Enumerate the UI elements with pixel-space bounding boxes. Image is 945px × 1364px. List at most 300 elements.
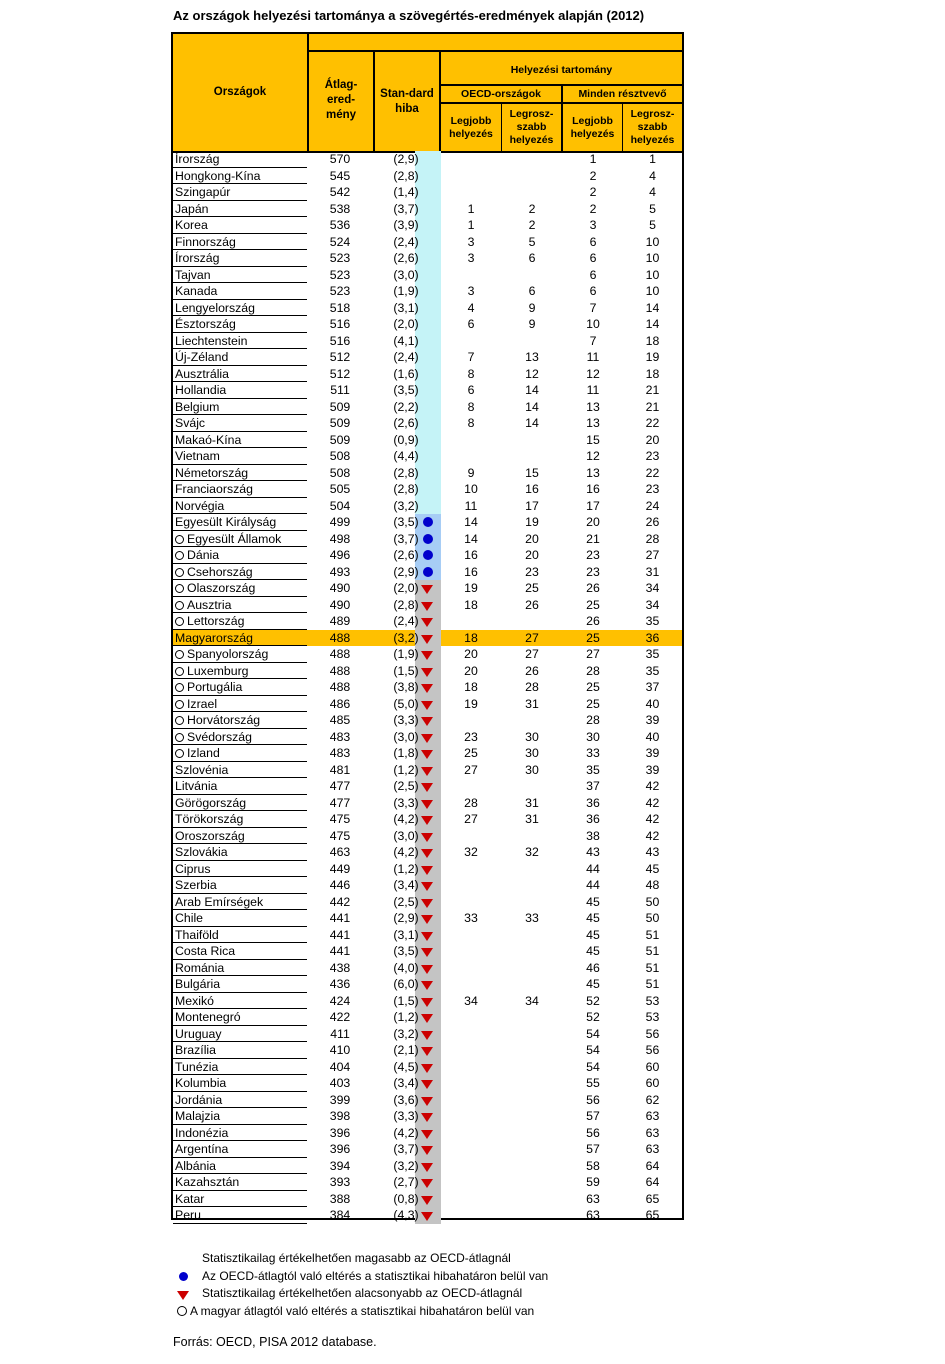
standard-error: (3,3) [393,713,419,727]
mean-score: 499 [329,515,351,529]
standard-error: (4,2) [393,812,419,826]
all-best-rank: 6 [589,234,597,249]
oecd-best-rank [441,168,501,185]
mean-score: 516 [329,333,351,348]
oecd-best-rank: 23 [464,729,478,744]
table-row [173,877,682,894]
country-name: Románia [175,960,225,975]
oecd-best-rank [441,1092,501,1109]
oecd-worst-rank: 6 [528,284,536,298]
all-worst-rank: 39 [645,713,660,727]
all-worst-rank: 48 [645,878,660,892]
all-best-rank: 12 [586,449,600,463]
all-worst-rank: 64 [645,1175,660,1189]
all-best-rank: 35 [586,762,600,777]
all-best-rank: 52 [586,1010,600,1024]
standard-error: (1,2) [393,861,419,876]
standard-error: (3,2) [393,498,419,513]
all-best-rank: 45 [586,927,600,942]
mean-score: 483 [329,729,351,744]
oecd-worst-rank [501,1207,563,1224]
standard-error: (3,4) [393,1076,419,1090]
oecd-best-rank: 33 [464,911,478,925]
country-name: Írország [175,251,220,265]
all-worst-rank: 34 [645,597,660,612]
standard-error: (3,7) [393,1142,419,1156]
table-row [173,646,682,663]
all-worst-rank: 4 [649,185,656,199]
country-name: Indonézia [175,1125,229,1140]
oecd-worst-rank [501,168,563,185]
oecd-worst-rank [501,613,563,630]
all-worst-rank: 19 [645,350,660,364]
standard-error: (1,9) [393,647,419,661]
standard-error: (3,8) [393,680,419,694]
mean-score: 570 [329,152,351,166]
country-name: Belgium [175,399,220,414]
oecd-worst-rank [501,333,563,350]
mean-score: 396 [329,1142,351,1156]
country-name: Ausztria [175,597,305,614]
all-worst-rank: 28 [645,531,660,546]
blue-dot-icon [179,1272,188,1281]
standard-error: (2,1) [393,1043,419,1057]
mean-score: 498 [329,531,351,546]
all-worst-rank: 24 [645,498,660,513]
oecd-best-rank: 19 [464,696,478,711]
oecd-worst-rank: 16 [525,482,539,496]
oecd-worst-rank [501,1092,563,1109]
all-best-rank: 44 [586,878,600,892]
header-oecd-worst: Legrosz-szabb helyezés [509,108,554,146]
country-name: Ciprus [175,861,211,876]
mean-score: 485 [329,713,351,727]
mean-score: 504 [329,498,351,513]
oecd-worst-rank: 26 [525,663,539,678]
oecd-best-rank [441,1174,501,1191]
country-name: Horvátország [175,712,305,729]
oecd-best-rank: 8 [467,399,475,414]
mean-score: 523 [329,251,351,265]
table-row [173,1207,682,1224]
header-all-best: Legjobb helyezés [570,114,615,140]
country-name: Ausztrália [175,366,229,381]
standard-error: (6,0) [393,977,419,991]
oecd-best-rank: 19 [464,581,478,595]
table-row [173,943,682,960]
all-worst-rank: 53 [645,993,660,1008]
country-name: Brazília [175,1043,217,1057]
standard-error: (3,0) [393,267,419,282]
mean-score: 475 [329,812,351,826]
country-name: Franciaország [175,482,253,496]
all-worst-rank: 65 [645,1208,660,1222]
table-row [173,795,682,812]
mean-score: 542 [329,185,351,199]
table-row [173,382,682,399]
country-name: Svédország [175,729,305,746]
standard-error: (2,4) [393,350,419,364]
country-name: Szerbia [175,878,217,892]
table-row [173,894,682,911]
oecd-worst-rank [501,1009,563,1026]
country-name: Thaiföld [175,927,219,942]
mean-score: 441 [329,911,351,925]
mean-score: 441 [329,927,351,942]
all-best-rank: 20 [586,515,600,529]
oecd-worst-rank [501,1158,563,1175]
country-name: Oroszország [175,828,245,843]
oecd-worst-rank [501,960,563,977]
oecd-best-rank [441,267,501,284]
mean-score: 509 [329,432,351,447]
country-name: Arab Emírségek [175,894,264,909]
mean-score: 394 [329,1158,351,1173]
table-row [173,333,682,350]
all-worst-rank: 18 [645,366,660,381]
oecd-best-rank: 11 [464,498,478,513]
standard-error: (4,3) [393,1208,419,1222]
country-name: Szlovénia [175,762,229,777]
country-name: Új-Zéland [175,350,229,364]
table-row [173,1174,682,1191]
oecd-worst-rank [501,894,563,911]
oecd-best-rank: 7 [467,350,475,364]
all-worst-rank: 1 [649,152,656,166]
all-worst-rank: 60 [645,1059,660,1074]
oecd-worst-rank: 14 [525,416,539,430]
table-row [173,250,682,267]
oecd-worst-rank: 2 [528,201,536,216]
oecd-best-rank: 8 [467,366,475,381]
table-row [173,300,682,317]
standard-error: (2,8) [393,465,419,480]
oecd-best-rank: 6 [467,383,475,397]
oecd-worst-rank: 9 [528,317,536,331]
oecd-best-rank [441,1158,501,1175]
table-row [173,531,682,548]
oecd-best-rank [441,960,501,977]
all-best-rank: 2 [589,185,597,199]
mean-score: 475 [329,828,351,843]
oecd-worst-rank [501,976,563,993]
country-name: Kolumbia [175,1076,227,1090]
all-best-rank: 13 [586,399,600,414]
oecd-best-rank [441,1108,501,1125]
all-worst-rank: 39 [645,762,660,777]
mean-score: 493 [329,564,351,579]
table-row [173,432,682,449]
oecd-best-rank [441,1026,501,1043]
table-row [173,597,682,614]
all-worst-rank: 35 [645,614,660,628]
standard-error: (1,6) [393,366,419,381]
oecd-worst-rank: 31 [525,812,539,826]
oecd-best-rank [441,184,501,201]
oecd-worst-rank: 14 [525,383,539,397]
header-all: Minden résztvevő [578,87,667,100]
all-best-rank: 58 [586,1158,600,1173]
standard-error: (2,4) [393,234,419,249]
table-row [173,201,682,218]
mean-score: 438 [329,960,351,975]
all-worst-rank: 20 [645,432,660,447]
all-best-rank: 10 [586,317,600,331]
all-worst-rank: 23 [645,449,660,463]
all-best-rank: 1 [589,152,597,166]
standard-error: (3,1) [393,927,419,942]
all-best-rank: 56 [586,1125,600,1140]
page-title: Az országok helyezési tartománya a szövegértés-eredmények alapján (2012) [173,8,645,23]
mean-score: 509 [329,416,351,430]
oecd-worst-rank [501,927,563,944]
standard-error: (3,3) [393,1109,419,1123]
standard-error: (3,1) [393,300,419,315]
standard-error: (4,4) [393,449,419,463]
oecd-worst-rank: 17 [525,498,539,513]
all-worst-rank: 10 [645,234,660,249]
oecd-worst-rank: 30 [525,729,539,744]
all-worst-rank: 18 [645,333,660,348]
country-name: Észtország [175,317,236,331]
header-oecd-best: Legjobb helyezés [449,114,493,140]
all-worst-rank: 10 [645,267,660,282]
standard-error: (3,2) [393,1026,419,1041]
all-worst-rank: 60 [645,1076,660,1090]
country-name: Szlovákia [175,845,228,859]
country-name: Kazahsztán [175,1175,240,1189]
oecd-worst-rank: 31 [525,795,539,810]
oecd-worst-rank [501,184,563,201]
mean-score: 512 [329,366,351,381]
all-best-rank: 11 [586,383,600,397]
country-name: Tunézia [175,1059,219,1074]
mean-score: 536 [329,218,351,232]
country-name: Egyesült Államok [175,531,305,548]
mean-score: 410 [329,1043,351,1057]
mean-score: 404 [329,1059,351,1074]
oecd-worst-rank [501,943,563,960]
oecd-worst-rank [501,432,563,449]
oecd-worst-rank: 34 [525,993,539,1008]
country-name: Vietnam [175,449,220,463]
all-best-rank: 44 [586,861,600,876]
standard-error: (4,5) [393,1059,419,1074]
country-name: Görögország [175,795,247,810]
all-best-rank: 37 [586,779,600,793]
mean-score: 477 [329,795,351,810]
all-worst-rank: 35 [645,647,660,661]
all-best-rank: 25 [586,696,600,711]
table-row [173,910,682,927]
standard-error: (5,0) [393,696,419,711]
table-row [173,1125,682,1142]
oecd-worst-rank [501,267,563,284]
table-row [173,613,682,630]
oecd-best-rank: 18 [464,680,478,694]
all-best-rank: 2 [589,201,597,216]
ranking-table [171,32,684,1220]
oecd-worst-rank [501,1191,563,1208]
oecd-worst-rank: 26 [525,597,539,612]
table-row [173,498,682,515]
table-row [173,547,682,564]
mean-score: 496 [329,548,351,562]
source-note: Forrás: OECD, PISA 2012 database. [173,1335,377,1349]
standard-error: (3,4) [393,878,419,892]
all-best-rank: 45 [586,894,600,909]
all-worst-rank: 37 [645,680,660,694]
circle-icon [175,667,184,676]
oecd-worst-rank [501,778,563,795]
all-worst-rank: 14 [645,300,660,315]
all-worst-rank: 64 [645,1158,660,1173]
all-best-rank: 2 [589,168,597,183]
circle-icon [177,1306,187,1316]
oecd-worst-rank: 20 [525,531,539,546]
all-worst-rank: 50 [645,911,660,925]
table-row [173,366,682,383]
oecd-worst-rank: 6 [528,251,536,265]
mean-score: 488 [329,663,351,678]
country-name: Malajzia [175,1109,221,1123]
table-row [173,1075,682,1092]
oecd-best-rank: 6 [467,317,475,331]
all-worst-rank: 42 [645,828,660,843]
country-name: Tajvan [175,267,211,282]
standard-error: (1,5) [393,993,419,1008]
all-best-rank: 45 [586,977,600,991]
country-name: Peru [175,1208,201,1222]
country-name: Spanyolország [175,646,305,663]
mean-score: 486 [329,696,351,711]
country-name: Lettország [175,613,305,630]
table-row [173,415,682,432]
all-worst-rank: 5 [649,218,656,232]
table-row [173,630,682,647]
all-best-rank: 63 [586,1208,600,1222]
standard-error: (2,7) [393,1175,419,1189]
oecd-best-rank [441,828,501,845]
circle-icon [175,551,184,560]
all-worst-rank: 39 [645,746,660,760]
table-row [173,1141,682,1158]
standard-error: (3,5) [393,515,419,529]
header-countries: Országok [213,85,267,98]
country-name: Albánia [175,1158,217,1173]
circle-icon [175,733,184,742]
table-row [173,993,682,1010]
country-name: Liechtenstein [175,333,248,348]
circle-icon [175,584,184,593]
oecd-worst-rank: 31 [525,696,539,711]
oecd-best-rank [441,1042,501,1059]
oecd-worst-rank [501,1108,563,1125]
all-best-rank: 27 [586,647,600,661]
mean-score: 512 [329,350,351,364]
circle-icon [175,683,184,692]
country-name: Portugália [175,679,305,696]
table-row [173,1158,682,1175]
all-best-rank: 13 [586,465,600,480]
standard-error: (1,5) [393,663,419,678]
oecd-worst-rank [501,877,563,894]
oecd-worst-rank: 27 [525,630,539,645]
circle-icon [175,617,184,626]
table-row [173,1191,682,1208]
country-name: Chile [175,911,204,925]
all-worst-rank: 63 [645,1142,660,1156]
circle-icon [175,650,184,659]
oecd-worst-rank: 9 [528,300,536,315]
oecd-worst-rank: 30 [525,762,539,777]
all-best-rank: 21 [586,531,600,546]
standard-error: (3,7) [393,531,419,546]
mean-score: 509 [329,399,351,414]
standard-error: (0,8) [393,1191,419,1206]
all-worst-rank: 4 [649,168,656,183]
country-name: Lengyelország [175,300,255,315]
all-best-rank: 54 [586,1059,600,1074]
mean-score: 477 [329,779,351,793]
mean-score: 518 [329,300,351,315]
country-name: Norvégia [175,498,225,513]
all-best-rank: 57 [586,1142,600,1156]
oecd-best-rank [441,976,501,993]
all-worst-rank: 63 [645,1125,660,1140]
country-name: Magyarország [175,630,253,645]
oecd-best-rank: 27 [464,812,478,826]
country-name: Japán [175,201,209,216]
standard-error: (1,2) [393,762,419,777]
standard-error: (4,1) [393,333,419,348]
country-name: Írország [175,152,220,166]
oecd-worst-rank: 32 [525,845,539,859]
oecd-worst-rank [501,1141,563,1158]
mean-score: 524 [329,234,351,249]
oecd-worst-rank: 20 [525,548,539,562]
mean-score: 483 [329,746,351,760]
all-worst-rank: 51 [645,944,660,958]
oecd-best-rank: 34 [464,993,478,1008]
table-row [173,267,682,284]
oecd-worst-rank [501,1059,563,1076]
mean-score: 463 [329,845,351,859]
country-name: Törökország [175,812,244,826]
all-best-rank: 36 [586,812,600,826]
oecd-best-rank: 8 [467,416,475,430]
all-worst-rank: 40 [645,729,660,744]
mean-score: 488 [329,630,351,645]
all-worst-rank: 27 [645,548,660,562]
oecd-best-rank [441,613,501,630]
all-best-rank: 46 [586,960,600,975]
standard-error: (2,4) [393,614,419,628]
all-best-rank: 26 [586,614,600,628]
oecd-worst-rank [501,448,563,465]
all-worst-rank: 40 [645,696,660,711]
all-best-rank: 25 [586,680,600,694]
country-name: Luxemburg [175,663,305,680]
oecd-best-rank: 3 [467,284,475,298]
all-best-rank: 25 [586,597,600,612]
table-row [173,729,682,746]
mean-score: 508 [329,449,351,463]
table-row [173,564,682,581]
all-best-rank: 56 [586,1092,600,1107]
standard-error: (1,2) [393,1010,419,1024]
all-best-rank: 43 [586,845,600,859]
